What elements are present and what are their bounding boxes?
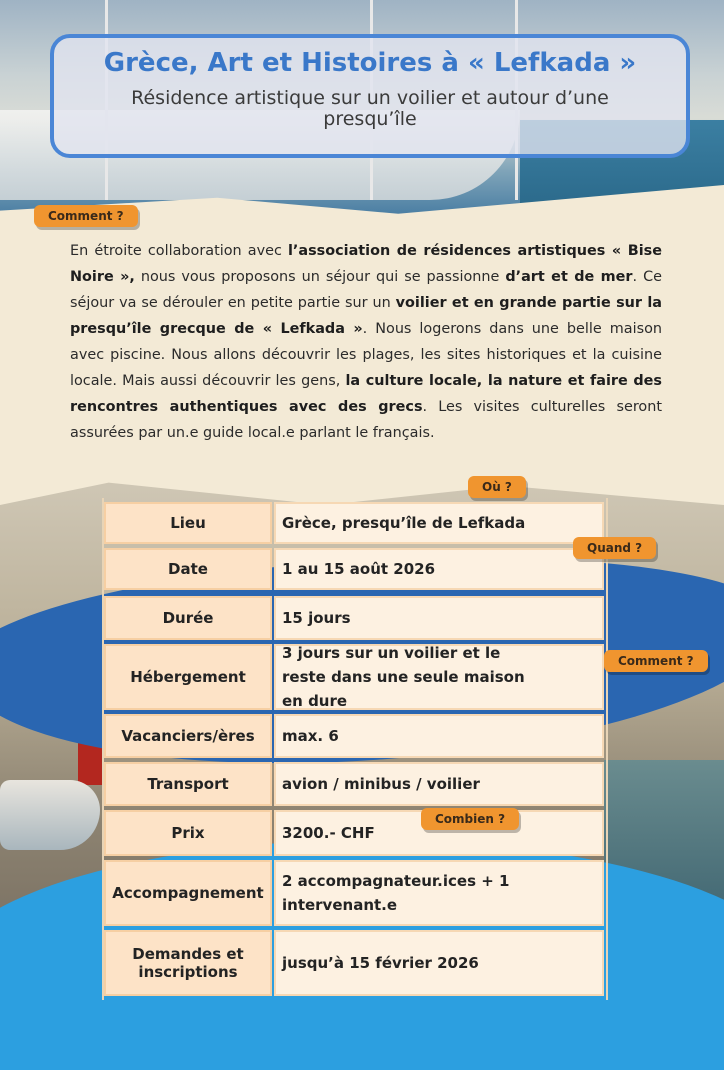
page-title: Grèce, Art et Histoires à « Lefkada » [103,48,637,78]
row-label: Accompagnement [104,860,272,926]
tag-combien: Combien ? [421,808,519,830]
intro-text-3: . Ce séjour va se dérouler en petite partie sur un [70,269,662,311]
intro-text-2: nous vous proposons un séjour qui se passionne [134,269,506,285]
intro-bold-2: d’art et de mer [505,269,633,285]
small-boats-image [0,780,100,850]
intro-bold-4: la culture locale, la nature et faire des rencontres authentiques avec des grecs [70,373,662,415]
row-label: Transport [104,762,272,806]
intro-text-4: . Nous logerons dans une belle maison avec piscine. Nous allons découvrir les plages, les sites historiques et la cuisine locale. Mais aussi découvrir les gens, [70,321,662,389]
tag-ou: Où ? [468,476,526,498]
row-label: Vacanciers/ères [104,714,272,758]
row-value: 15 jours [274,596,604,640]
tag-quand: Quand ? [573,537,656,559]
row-label: Demandes et inscriptions [104,930,272,996]
page-subtitle: Résidence artistique sur un voilier et autour d’une presqu’île [131,87,609,130]
row-label: Lieu [104,502,272,544]
row-label: Prix [104,810,272,856]
tag-comment-right: Comment ? [604,650,708,672]
table-row [104,810,604,856]
row-label: Date [104,548,272,590]
intro-bold-1: l’association de résidences artistiques « Bise Noire », [70,243,663,285]
intro-paragraph [70,238,662,446]
row-label: Hébergement [104,644,272,710]
table-row [104,644,604,710]
table-row [104,860,604,926]
row-value: Grèce, presqu’île de Lefkada [274,502,604,544]
table-row [104,762,604,806]
table-row [104,596,604,640]
row-value: 3200.- CHF [274,810,604,856]
info-table [102,498,608,1000]
table-row [104,930,604,996]
row-value: 1 au 15 août 2026 [274,548,604,590]
table-row [104,714,604,758]
intro-bold-3: voilier et en grande partie sur la presqu’île grecque de « Lefkada » [70,295,662,337]
row-value: max. 6 [274,714,604,758]
row-value: jusqu’à 15 février 2026 [274,930,604,996]
row-value: avion / minibus / voilier [274,762,604,806]
tag-comment-top: Comment ? [34,205,138,227]
title-box [50,34,690,158]
intro-text-1: En étroite collaboration avec [70,243,288,259]
row-label: Durée [104,596,272,640]
table-row [104,502,604,544]
table-row [104,548,604,590]
intro-text-5: . Les visites culturelles seront assurées par un.e guide local.e parlant le français. [70,399,662,441]
row-value: 2 accompagnateur.ices + 1 intervenant.e [274,860,604,926]
row-value: 3 jours sur un voilier et le reste dans une seule maison en dure [274,644,604,710]
